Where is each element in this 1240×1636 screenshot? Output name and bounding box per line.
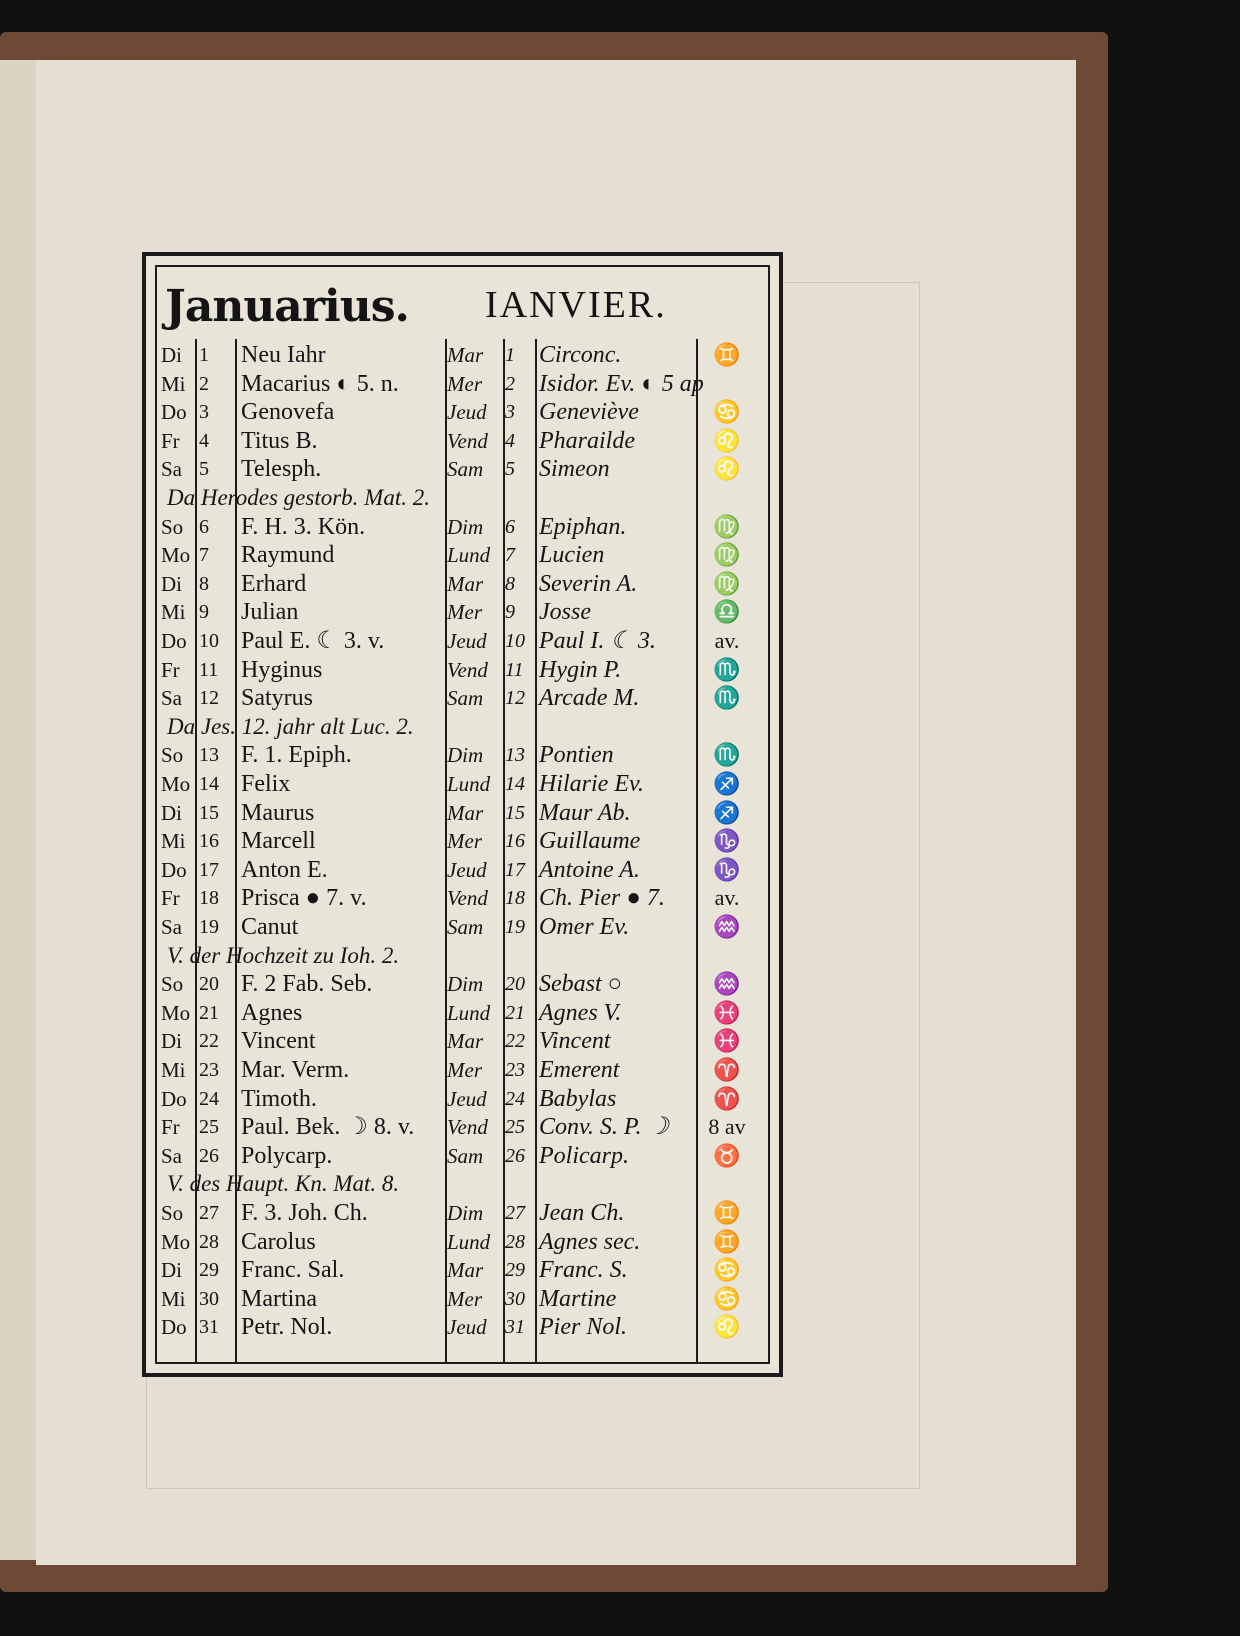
de-weekday: Fr [161,1115,180,1140]
title-german: Januarius. [165,281,409,332]
calendar-row [157,1228,768,1256]
german-saint: Erhard [241,570,307,597]
gospel-reading: V. der Hochzeit zu Ioh. 2. [167,942,400,968]
french-saint: Circonc. [539,342,622,368]
day-number: 13 [199,744,219,767]
fr-weekday: Mer [447,600,482,625]
de-weekday: Mo [161,772,191,796]
french-saint: Antoine A. [539,856,640,883]
fr-day-number: 20 [505,973,525,996]
day-number: 19 [199,916,219,938]
french-saint: Martine [539,1285,617,1312]
calendar-row [157,1313,768,1341]
day-number: 26 [199,1144,219,1167]
calendar-row [157,684,768,712]
fr-day-number: 21 [505,1001,525,1024]
calendar-row [157,884,768,912]
fr-day-number: 15 [505,801,525,824]
fr-weekday: Jeud [447,400,487,425]
german-saint: Mar. Verm. [241,1057,350,1083]
french-saint: Maur Ab. [539,799,631,826]
day-number: 3 [199,401,209,424]
de-weekday: Sa [161,457,182,482]
german-saint: Satyrus [241,685,313,712]
day-number: 20 [199,973,219,996]
de-weekday: Sa [161,1143,182,1168]
calendar-row [157,856,768,884]
fr-day-number: 14 [505,773,525,795]
french-saint: Omer Ev. [539,914,630,940]
german-saint: Carolus [241,1228,316,1255]
zodiac-sign: av. [714,885,740,911]
zodiac-sign: av. [714,628,740,653]
fr-day-number: 1 [505,344,515,366]
zodiac-sign: ♌ [713,427,741,453]
day-number: 27 [199,1202,219,1224]
german-saint: Julian [241,599,299,626]
german-saint: Prisca ● 7. v. [241,885,367,912]
fr-day-number: 24 [505,1087,525,1110]
de-weekday: Mo [161,1229,191,1254]
day-number: 15 [199,801,219,824]
fr-weekday: Jeud [447,857,487,882]
day-number: 4 [199,429,209,452]
french-saint: Sebast ○ [539,971,623,998]
fr-weekday: Mar [447,1258,484,1283]
de-weekday: So [161,743,184,768]
french-saint: Geneviève [539,399,639,426]
zodiac-sign: ♌ [713,456,741,482]
fr-day-number: 9 [505,601,515,624]
calendar-row [157,741,768,769]
german-saint: Genovefa [241,399,335,426]
fr-weekday: Vend [447,428,488,453]
zodiac-sign: ♉ [713,1142,741,1168]
calendar-row [157,627,768,655]
day-number: 6 [199,515,209,538]
fr-day-number: 17 [505,858,525,881]
french-saint: Paul I. ☾ 3. [539,628,656,654]
german-saint: Petr. Nol. [241,1314,333,1341]
fr-weekday: Dim [447,972,484,997]
fr-weekday: Mar [447,571,484,596]
german-saint: Maurus [241,799,315,826]
zodiac-sign: ♎ [713,599,741,625]
gospel-reading: V. des Haupt. Kn. Mat. 8. [167,1171,400,1197]
french-saint: Epiphan. [539,513,627,540]
german-saint: Marcell [241,828,316,855]
fr-weekday: Mar [447,343,484,367]
fr-day-number: 5 [505,458,515,481]
de-weekday: Sa [161,915,182,939]
fr-weekday: Jeud [447,1315,487,1340]
day-number: 18 [199,887,219,910]
de-weekday: Do [161,400,187,425]
calendar-row [157,1256,768,1284]
fr-day-number: 23 [505,1059,525,1081]
calendar-table [155,265,770,1364]
day-number: 25 [199,1116,219,1139]
fr-weekday: Sam [447,686,484,711]
german-saint: Felix [241,771,291,797]
de-weekday: Di [161,1029,182,1054]
day-number: 7 [199,544,209,567]
fr-day-number: 28 [505,1230,525,1253]
title-french: IANVIER. [485,284,667,326]
german-saint: Raymund [241,542,335,569]
calendar-row [157,1085,768,1113]
zodiac-sign: ♈ [713,1057,741,1082]
de-weekday: Mo [161,1000,191,1025]
day-number: 1 [199,344,209,366]
fr-day-number: 3 [505,401,515,424]
calendar-row [157,398,768,426]
zodiac-sign: ♒ [713,914,741,939]
day-number: 24 [199,1087,219,1110]
calendar-row [157,570,768,598]
zodiac-sign: ♒ [713,971,741,997]
french-saint: Conv. S. P. ☽ [539,1114,669,1141]
french-saint: Agnes sec. [539,1228,641,1255]
french-saint: Pier Nol. [539,1314,627,1341]
de-weekday: So [161,514,184,539]
fr-weekday: Dim [447,1201,484,1225]
calendar-row [157,1027,768,1055]
french-saint: Policarp. [539,1142,629,1169]
french-saint: Severin A. [539,570,638,597]
fr-weekday: Dim [447,743,484,768]
de-weekday: Do [161,857,187,882]
fr-day-number: 6 [505,515,515,538]
french-saint: Isidor. Ev. ◐ 5 ap [539,370,704,397]
day-number: 30 [199,1287,219,1310]
french-saint: Jean Ch. [539,1200,625,1226]
german-saint: Telesph. [241,456,322,483]
zodiac-sign: 8 av [708,1114,746,1140]
calendar-row [157,513,768,541]
zodiac-sign: ♏ [713,685,741,711]
german-saint: F. H. 3. Kön. [241,513,366,540]
day-number: 12 [199,687,219,710]
fr-day-number: 27 [505,1202,525,1224]
german-saint: Vincent [241,1028,316,1055]
calendar-row [157,656,768,684]
zodiac-sign: ♓ [713,1028,741,1054]
zodiac-sign: ♐ [713,799,741,825]
german-saint: Hyginus [241,656,323,683]
calendar-row [157,370,768,398]
fr-day-number: 22 [505,1030,525,1053]
de-weekday: Do [161,629,187,653]
facing-page-edge [0,60,38,1560]
calendar-row [157,1199,768,1227]
fr-day-number: 12 [505,687,525,710]
fr-weekday: Jeud [447,1086,487,1111]
day-number: 17 [199,858,219,881]
day-number: 2 [199,372,209,395]
french-saint: Hilarie Ev. [539,771,644,797]
fr-day-number: 2 [505,372,515,395]
fr-day-number: 29 [505,1259,525,1282]
fr-day-number: 30 [505,1287,525,1310]
gospel-reading: Da Jes. 12. jahr alt Luc. 2. [167,713,414,739]
fr-weekday: Mer [447,1286,482,1311]
de-weekday: Di [161,343,182,367]
fr-weekday: Lund [447,543,491,568]
de-weekday: Sa [161,686,182,711]
de-weekday: Do [161,1315,187,1340]
calendar-row [157,455,768,483]
de-weekday: Mi [161,1286,186,1311]
de-weekday: So [161,1201,184,1225]
calendar-row [157,1056,768,1084]
french-saint: Vincent [539,1028,611,1055]
fr-weekday: Mer [447,371,482,396]
fr-day-number: 4 [505,429,515,452]
de-weekday: Di [161,800,182,825]
fr-weekday: Lund [447,772,491,796]
french-saint: Guillaume [539,828,641,855]
zodiac-sign: ♊ [713,1200,741,1225]
calendar-row [157,341,768,369]
french-saint: Arcade M. [539,685,640,712]
fr-weekday: Lund [447,1000,491,1025]
french-saint: Emerent [539,1057,620,1083]
german-saint: Timoth. [241,1085,317,1112]
calendar-row [157,1113,768,1141]
fr-day-number: 31 [505,1316,525,1339]
french-saint: Pontien [539,742,614,769]
fr-day-number: 11 [505,658,524,681]
fr-day-number: 16 [505,830,525,853]
day-number: 9 [199,601,209,624]
german-saint: F. 1. Epiph. [241,742,352,769]
german-saint: Franc. Sal. [241,1257,345,1284]
fr-day-number: 7 [505,544,515,567]
calendar-frame [142,252,783,1377]
french-saint: Simeon [539,456,610,483]
calendar-row [157,913,768,941]
fr-day-number: 10 [505,630,525,652]
day-number: 22 [199,1030,219,1053]
calendar-row [157,1285,768,1313]
zodiac-sign: ♐ [713,771,741,796]
french-saint: Josse [539,599,591,626]
german-saint: Martina [241,1285,317,1312]
fr-day-number: 19 [505,916,525,938]
fr-weekday: Vend [447,886,488,911]
zodiac-sign: ♌ [713,1314,741,1340]
day-number: 29 [199,1259,219,1282]
german-saint: Titus B. [241,427,318,454]
zodiac-sign: ♑ [713,856,741,882]
fr-weekday: Vend [447,1115,488,1140]
zodiac-sign: ♋ [713,1285,741,1311]
fr-weekday: Jeud [447,629,487,653]
german-saint: Canut [241,914,299,940]
zodiac-sign: ♍ [713,542,741,568]
fr-day-number: 26 [505,1144,525,1167]
calendar-row [157,427,768,455]
zodiac-sign: ♍ [713,570,741,596]
zodiac-sign: ♏ [713,742,741,768]
day-number: 10 [199,630,219,652]
fr-day-number: 8 [505,572,515,595]
zodiac-sign: ♊ [713,1228,741,1254]
fr-weekday: Mer [447,1058,482,1082]
fr-weekday: Mer [447,829,482,854]
zodiac-sign: ♋ [713,399,741,425]
german-saint: Agnes [241,999,303,1026]
french-saint: Agnes V. [539,999,622,1026]
de-weekday: Fr [161,428,180,453]
calendar-row [157,770,768,798]
calendar-row [157,799,768,827]
de-weekday: Mi [161,829,186,854]
fr-weekday: Sam [447,1143,484,1168]
de-weekday: Di [161,1258,182,1283]
french-saint: Hygin P. [539,656,622,683]
fr-weekday: Mar [447,800,484,825]
de-weekday: Fr [161,657,180,682]
calendar-row [157,999,768,1027]
zodiac-sign: ♑ [713,828,741,854]
de-weekday: Mi [161,371,186,396]
french-saint: Lucien [539,542,605,569]
fr-weekday: Vend [447,657,488,682]
day-number: 28 [199,1230,219,1253]
fr-weekday: Sam [447,457,484,482]
gospel-reading: Da Herodes gestorb. Mat. 2. [167,485,430,510]
day-number: 31 [199,1316,219,1339]
zodiac-sign: ♋ [713,1257,741,1283]
de-weekday: Do [161,1086,187,1111]
german-saint: Neu Iahr [241,342,326,368]
day-number: 16 [199,830,219,853]
german-saint: Macarius ◐ 5. n. [241,370,399,397]
calendar-row [157,970,768,998]
calendar-row [157,827,768,855]
fr-weekday: Lund [447,1229,491,1254]
fr-day-number: 25 [505,1116,525,1139]
de-weekday: So [161,972,184,997]
french-saint: Franc. S. [539,1257,628,1284]
de-weekday: Di [161,571,182,596]
german-saint: F. 2 Fab. Seb. [241,971,373,998]
zodiac-sign: ♊ [713,342,741,367]
french-saint: Pharailde [539,427,635,454]
fr-day-number: 13 [505,744,525,767]
fr-weekday: Dim [447,514,484,539]
zodiac-sign: ♏ [713,656,741,682]
zodiac-sign: ♓ [713,999,741,1025]
zodiac-sign: ♍ [713,513,741,539]
calendar-row [157,598,768,626]
fr-weekday: Sam [447,915,484,939]
calendar-row [157,1142,768,1170]
calendar-row [157,541,768,569]
german-saint: F. 3. Joh. Ch. [241,1200,368,1226]
de-weekday: Mi [161,600,186,625]
french-saint: Ch. Pier ● 7. [539,885,665,912]
fr-weekday: Mar [447,1029,484,1054]
german-saint: Paul. Bek. ☽ 8. v. [241,1114,415,1141]
de-weekday: Mo [161,543,191,568]
german-saint: Anton E. [241,856,328,883]
zodiac-sign: ♈ [713,1085,741,1111]
german-saint: Paul E. ☾ 3. v. [241,628,385,654]
day-number: 23 [199,1059,219,1081]
day-number: 14 [199,773,219,795]
de-weekday: Mi [161,1058,186,1082]
fr-day-number: 18 [505,887,525,910]
day-number: 21 [199,1001,219,1024]
day-number: 11 [199,658,219,681]
german-saint: Polycarp. [241,1142,333,1169]
de-weekday: Fr [161,886,180,911]
french-saint: Babylas [539,1085,617,1112]
day-number: 5 [199,458,209,481]
day-number: 8 [199,572,209,595]
